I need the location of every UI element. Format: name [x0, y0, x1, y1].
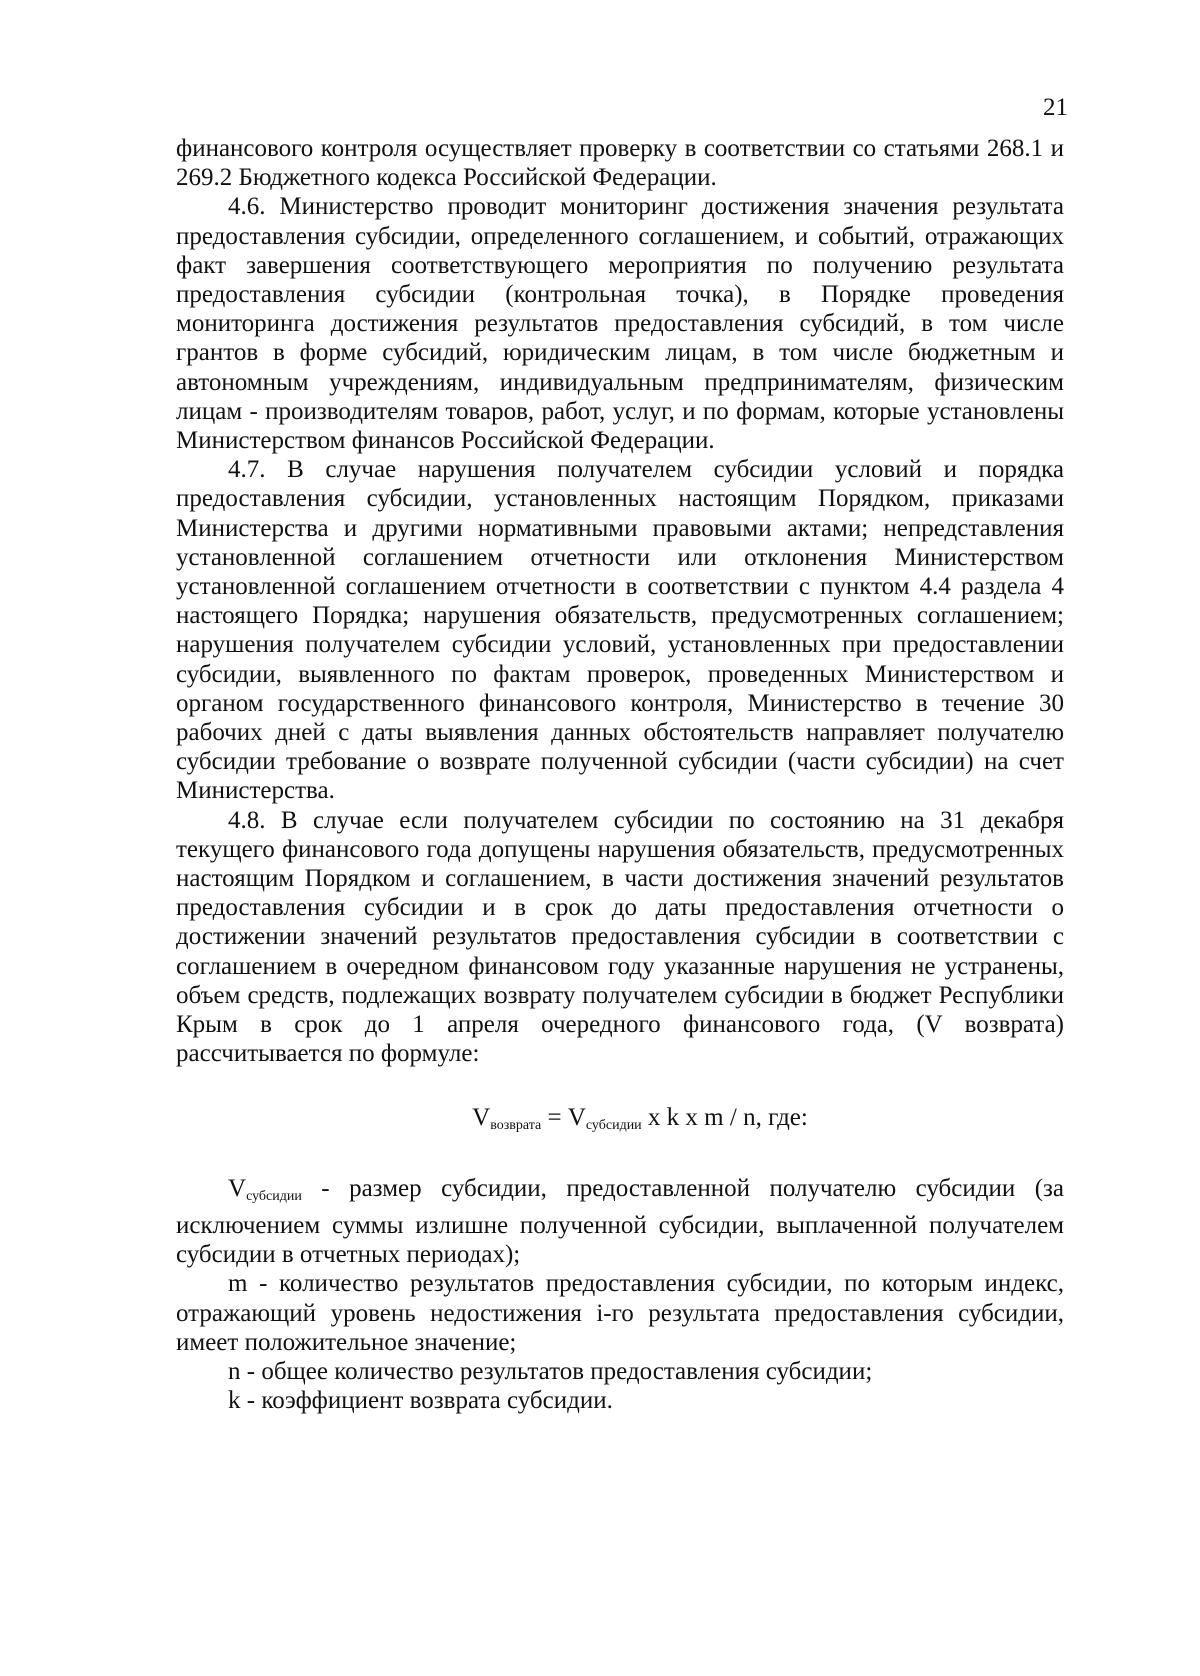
formula-v-return-subscript: возврата — [490, 1117, 542, 1133]
formula-v-subsidy-subscript: субсидии — [585, 1117, 642, 1133]
definition-v-subscript: субсидии — [246, 1188, 302, 1204]
definition-v-text: - размер субсидии, предоставленной получателю субсидии (за исключением суммы излишне полученной субсидии, выплаченной получателем субсидии в отчетных периодах); — [176, 1174, 1064, 1269]
definition-n: n - общее количество результатов предоставления субсидии; — [228, 1357, 873, 1385]
formula-rest: x k x m / n, где: — [641, 1103, 808, 1131]
paragraph-4-8: 4.8. В случае если получателем субсидии по состоянию на 31 декабря текущего финансового года допущены нарушения обязательств, предусмотренных настоящим Порядком и соглашением, в части достижения значений результатов предоставления субсидии и в срок до даты предоставления отчетности о достижении значений результатов предоставления субсидии в соответствии с соглашением в очередном финансовом году указанные нарушения не устранены, объем средств, подлежащих возврату получателем субсидии в бюджет Республики Крым в срок до 1 апреля очередного финансового года, (V возврата) рассчитывается по формуле: — [176, 806, 1064, 1068]
formula-definitions — [176, 1174, 1064, 1416]
formula-v-return-symbol: V — [472, 1103, 491, 1131]
paragraph-continuation: финансового контроля осуществляет проверку в соответствии со статьями 268.1 и 269.2 Бюджетного кодекса Российской Федерации. — [176, 135, 1064, 192]
formula-equals: = — [541, 1103, 568, 1131]
paragraph-4-7: 4.7. В случае нарушения получателем субсидии условий и порядка предоставления субсидии, установленных настоящим Порядком, приказами Министерства и другими нормативными правовыми актами; непредставления установленной соглашением отчетности или отклонения Министерством установленной соглашением отчетности в соответствии с пунктом 4.4 раздела 4 настоящего Порядка; нарушения обязательств, предусмотренных соглашением; нарушения получателем субсидии условий, установленных при предоставлении субсидии, выявленного по фактам проверок, проведенных Министерством и органом государственного финансового контроля, Министерство в течение 30 рабочих дней с даты выявления данных обстоятельств направляет получателю субсидии требование о возврате полученной субсидии (части субсидии) на счет Министерства. — [176, 456, 1064, 805]
definition-v-symbol: V — [228, 1174, 247, 1202]
definition-m: m - количество результатов предоставления субсидии, по которым индекс, отражающий уровень недостижения i-го результата предоставления субсидии, имеет положительное значение; — [176, 1270, 1064, 1356]
paragraph-4-6: 4.6. Министерство проводит мониторинг достижения значения результата предоставления субсидии, определенного соглашением, и событий, отражающих факт завершения соответствующего мероприятия по получению результата предоставления субсидии (контрольная точка), в Порядке проведения мониторинга достижения результатов предоставления субсидий, в том числе грантов в форме субсидий, юридическим лицам, в том числе бюджетным и автономным учреждениям, индивидуальным предпринимателям, физическим лицам - производителям товаров, работ, услуг, и по формам, которые установлены Министерством финансов Российской Федерации. — [176, 193, 1064, 455]
document-body — [176, 134, 1064, 1415]
definition-k: k - коэффициент возврата субсидии. — [228, 1387, 613, 1415]
return-formula — [176, 1103, 1064, 1140]
definition-v-subsidy — [176, 1174, 1064, 1270]
formula-v-subsidy-symbol: V — [567, 1103, 586, 1131]
page-number: 21 — [1043, 94, 1068, 121]
